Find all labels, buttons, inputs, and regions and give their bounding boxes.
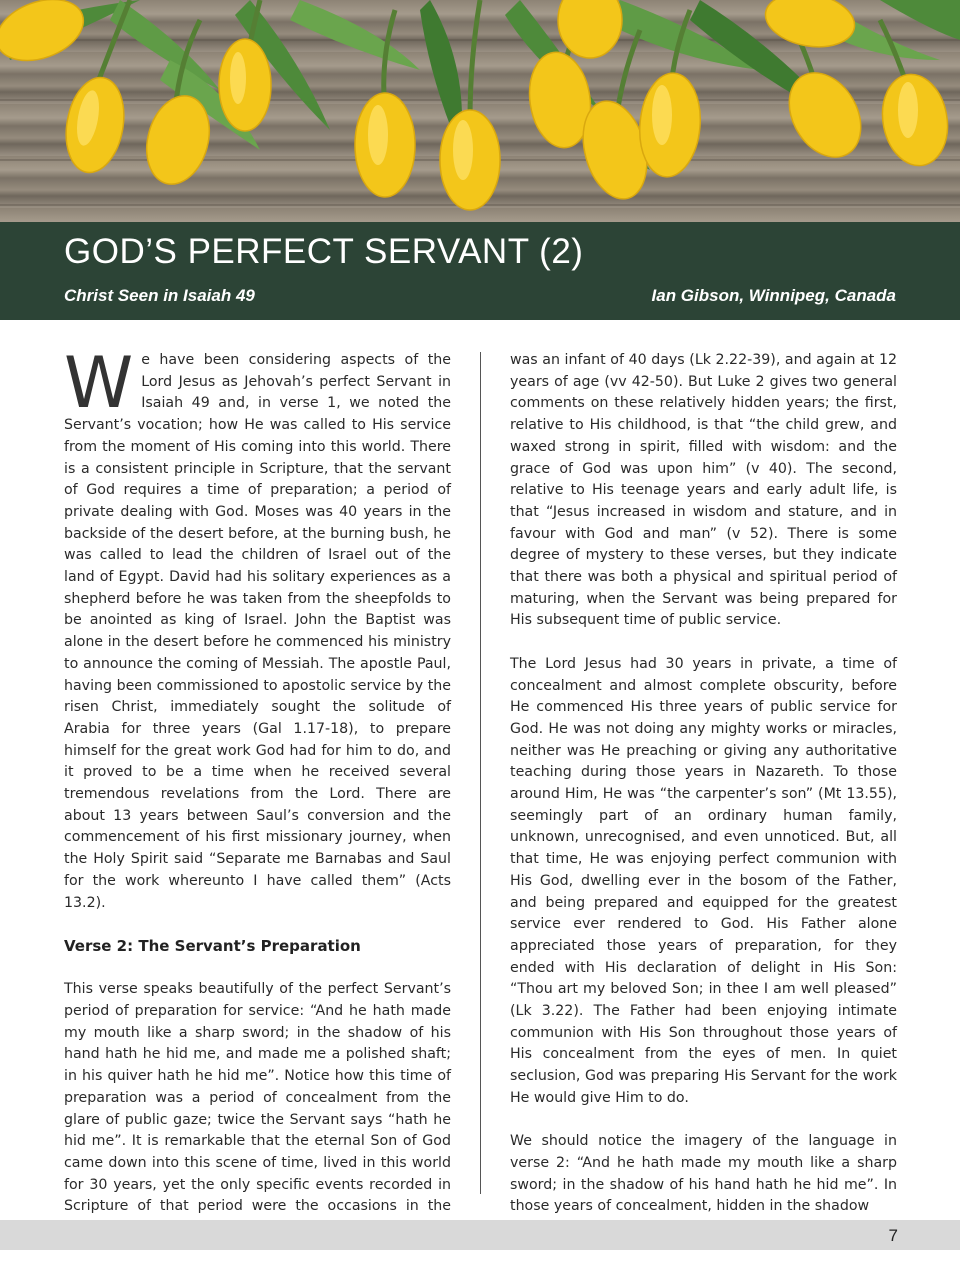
left-paragraph-1 [64,342,451,914]
drop-cap: W [64,342,134,424]
article-title: GOD’S PERFECT SERVANT (2) [64,232,584,271]
left-paragraph-1-text: e have been considering aspects of the Lord Jesus as Jehovah’s perfect Servant in Isaiah 49 and, in verse 1, we noted the Servant’s vocation; how He was called to His service from the moment of His coming into this world. There is a consistent principle in Scripture, that the servant of God requires a time of preparation; a period of private dealing with God. Moses was 40 years in the backside of the desert before, at the burning bush, he was called to lead the children of Israel out of the land of Egypt. David had his solitary experiences as a shepherd before he was taken from the sheepfolds to be anointed as king of Israel. John the Baptist was alone in the desert before he commenced his ministry to announce the coming of Messiah. The apostle Paul, having been commissioned to apostolic service by the risen Christ, immediately sought the solitude of Arabia for three years (Gal 1.17-18), to prepare himself for the great work God had for him to do, and it proved to be a time when he received several tremendous revelations from the Lord. There are about 13 years between Saul’s conversion and the commencement of his first missionary journey, when the Holy Spirit said “Separate me Barnabas and Saul for the work whereunto I have called them” (Acts 13.2). [64,352,451,911]
section-heading: Verse 2: The Servant’s Preparation [64,936,361,955]
header-photo-tulips [0,0,960,222]
right-paragraph-1: was an infant of 40 days (Lk 2.22-39), and again at 12 years of age (vv 42-50). But Luke 2 gives two general comments on these relatively hidden years; the first, relative to His childhood, is that “the child grew, and waxed strong in spirit, filled with wisdom: and the grace of God was upon him” (v 40). The second, relative to His teenage years and early adult life, is that “Jesus increased in wisdom and stature, and in favour with God and man” (v 52). There is some degree of mystery to these verses, but they indicate that there was both a physical and spiritual period of maturing, when the Servant was being prepared for His subsequent time of public service. [510,352,897,629]
tulip-illustration [0,0,960,222]
left-paragraph-2: This verse speaks beautifully of the perfect Servant’s period of preparation for service: “And he hath made my mouth like a sharp sword; in the shadow of his hand hath he hid me, and made me a polished shaft; in his quiver hath he hid me”. Notice how this time of preparation was a period of concealment from the glare of public gaze; twice the Servant says “hath he hid me”. It is remarkable that the eternal Son of God came down into this scene of time, lived in this world for 30 years, yet the only specific events recorded in Scripture of that period were the occasions in the [64,981,451,1215]
right-paragraph-2: The Lord Jesus had 30 years in private, a time of concealment and almost complete obscurity, before He commenced His three years of public service for God. He was not doing any mighty works or miracles, neither was He preaching or giving any authoritative teaching during those years in Nazareth. To those around Him, He was “the carpenter’s son” (Mt 13.55), seemingly part of an ordinary human family, unknown, unrecognised, and even unnoticed. But, all that time, He was enjoying perfect communion with His God, dwelling ever in the bosom of the Father, and being prepared and equipped for the greatest service ever rendered to God. His Father alone appreciated those years of preparation, for they ended with His declaration of delight in His Son: “Thou art my beloved Son; in thee I am well pleased” (Lk 3.22). The Father had been enjoying intimate communion with His Son throughout those years of His concealment from the eyes of men. In quiet seclusion, God was preparing His Servant for the work He would give Him to do. [510,655,897,1106]
article-author: Ian Gibson, Winnipeg, Canada [651,286,896,305]
footer-bar [0,1220,960,1250]
title-band [0,222,960,320]
right-paragraph-3: We should notice the imagery of the language in verse 2: “And he hath made my mouth like a sharp sword; in the shadow of his hand hath he hid me”. In those years of concealment, hidden in the shadow [510,1133,897,1215]
column-divider [480,352,481,1194]
left-column [64,342,451,1240]
page-number: 7 [888,1226,898,1245]
right-column [510,350,897,1218]
article-subtitle: Christ Seen in Isaiah 49 [64,286,255,305]
